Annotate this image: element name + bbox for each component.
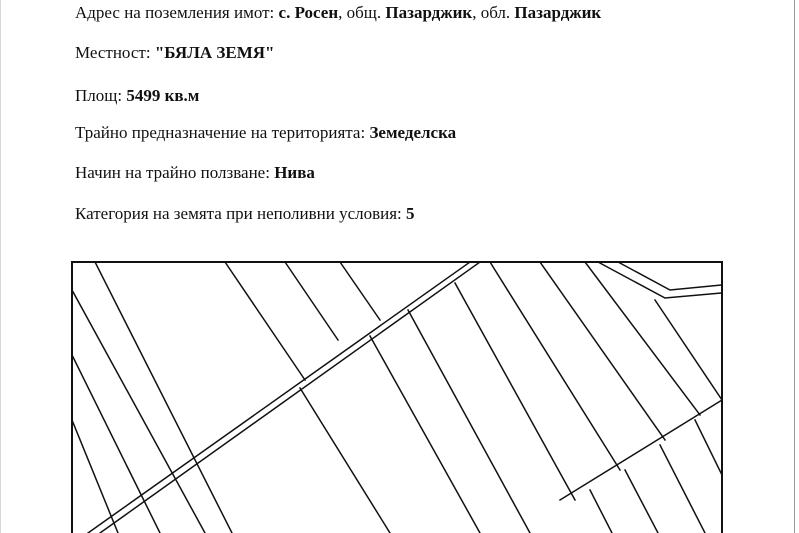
parcel-line (95, 262, 232, 533)
corner-road-inner (618, 262, 722, 290)
map-frame (72, 262, 722, 533)
parcel-line (285, 262, 338, 340)
parcel-line (340, 262, 380, 320)
usage-label: Начин на трайно ползване: (75, 163, 275, 182)
parcel-line (370, 336, 480, 533)
parcel-line (72, 420, 118, 533)
address-village: с. Росен (278, 3, 339, 22)
parcel-boundary-lower-right (560, 400, 722, 500)
locality-label: Местност: (75, 43, 155, 62)
parcel-line (660, 445, 705, 533)
road-edge-lower (100, 262, 480, 533)
parcel-line (625, 470, 658, 533)
address-sep-region: , обл. (472, 3, 515, 22)
purpose-value: Земеделска (369, 123, 457, 142)
category-label: Категория на земята при неполивни условия: (75, 204, 407, 223)
area-label: Площ: (75, 86, 127, 105)
parcel-line (300, 388, 390, 533)
locality-value: "БЯЛА ЗЕМЯ" (154, 43, 275, 62)
parcel-line (72, 355, 160, 533)
address-label: Адрес на поземления имот: (75, 3, 279, 22)
parcel-line (225, 262, 305, 380)
purpose-label: Трайно предназначение на територията: (75, 123, 370, 142)
usage-value: Нива (274, 163, 315, 182)
address-region: Пазарджик (514, 3, 602, 22)
category-value: 5 (406, 204, 415, 223)
road-edge-upper (88, 262, 470, 533)
area-value: 5499 кв.м (126, 86, 200, 105)
parcel-line (695, 420, 722, 475)
address-municipality: Пазарджик (385, 3, 473, 22)
parcel-line (490, 262, 620, 470)
parcel-line (585, 262, 700, 415)
parcel-line (408, 310, 530, 533)
address-sep-municipality: , общ. (338, 3, 386, 22)
parcel-boundary-right (655, 300, 722, 400)
corner-road-outer (598, 262, 722, 298)
parcel-line (590, 490, 612, 533)
parcel-line (455, 283, 575, 500)
